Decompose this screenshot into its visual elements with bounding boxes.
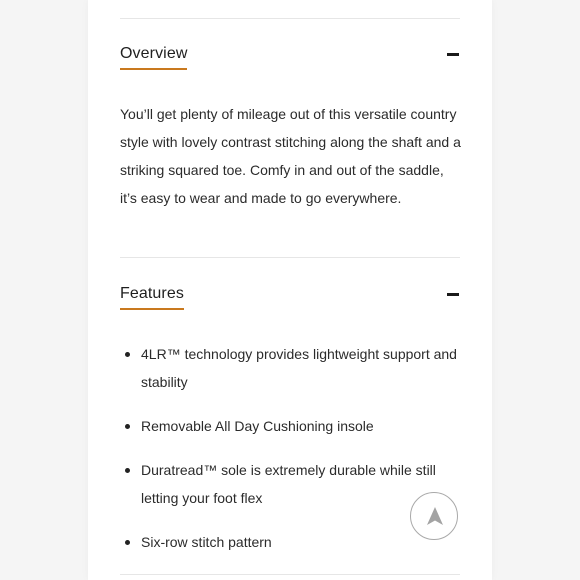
bullet-icon — [125, 540, 130, 545]
bullet-icon — [125, 352, 130, 357]
list-item — [120, 456, 460, 512]
features-section-header[interactable] — [120, 284, 460, 314]
bullet-icon — [125, 424, 130, 429]
overview-collapse-button[interactable] — [446, 47, 460, 61]
overview-title: Overview — [120, 44, 187, 70]
features-list — [120, 340, 460, 572]
bottom-divider — [120, 574, 460, 575]
arrow-up-icon — [424, 505, 446, 527]
overview-section-header[interactable] — [120, 44, 460, 74]
top-divider — [120, 18, 460, 19]
bullet-icon — [125, 468, 130, 473]
list-item — [120, 528, 460, 556]
feature-text: 4LR™ technology provides lightweight support and stability — [141, 346, 457, 390]
feature-text: Six-row stitch pattern — [141, 534, 272, 550]
minus-icon — [447, 53, 459, 56]
list-item — [120, 412, 460, 440]
section-divider — [120, 257, 460, 258]
minus-icon — [447, 293, 459, 296]
list-item — [120, 340, 460, 396]
feature-text: Removable All Day Cushioning insole — [141, 418, 374, 434]
feature-text: Duratread™ sole is extremely durable while still letting your foot flex — [141, 462, 436, 506]
overview-description: You’ll get plenty of mileage out of this versatile country style with lovely contrast stitching along the shaft and a striking squared toe. Comfy in and out of the saddle, it’s easy to wear and made to go everywhere. — [120, 106, 461, 206]
scroll-to-top-button[interactable] — [410, 492, 458, 540]
features-collapse-button[interactable] — [446, 287, 460, 301]
features-title: Features — [120, 284, 184, 310]
